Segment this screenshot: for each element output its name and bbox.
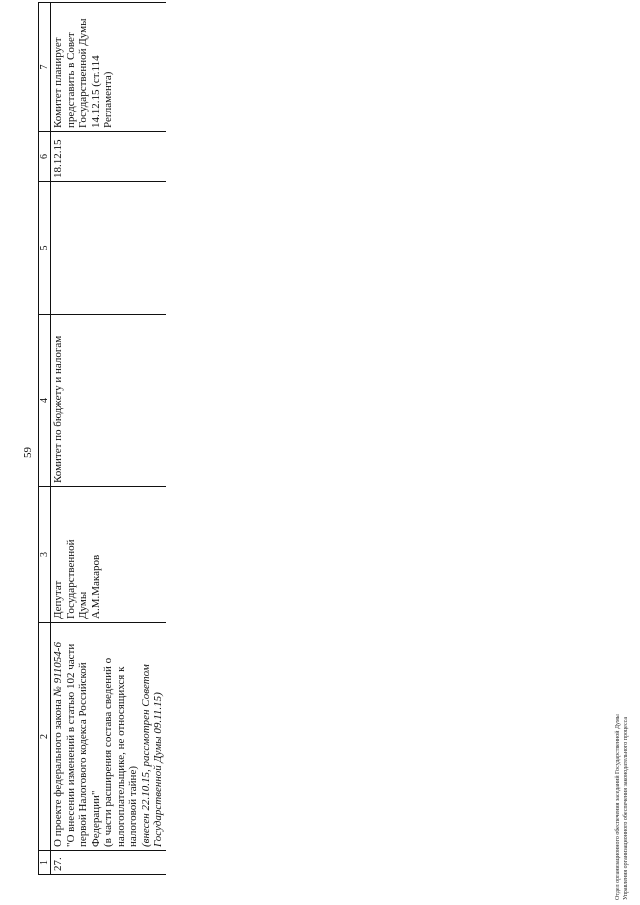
footer-line-department: Отдел организационного обеспечения заседаний Государственной Думы — [615, 714, 621, 900]
bill-description — [51, 623, 166, 851]
initiator-line: Депутат — [52, 580, 64, 619]
bill-initiator — [51, 487, 166, 623]
bill-note: (в части расширения состава сведений о налогоплательщике, не относящихся к налоговой тайне) — [102, 657, 139, 847]
table-row — [51, 3, 166, 875]
column-number-2: 2 — [39, 623, 51, 851]
bill-number: № 911054-6 — [52, 642, 64, 697]
bill-intro: О проекте федерального закона № 911054-6 — [52, 642, 64, 847]
header-row — [39, 3, 51, 875]
committee-plan: Комитет планирует представить в Совет Государственной Думы 14.12.15 (ст.114 Регламента) — [51, 3, 166, 132]
column-number-5: 5 — [39, 182, 51, 315]
row-number: 27. — [51, 851, 166, 875]
planned-date: 18.12.15 — [51, 132, 166, 182]
footer — [614, 714, 630, 900]
column-number-4: 4 — [39, 315, 51, 487]
page-number: 59 — [22, 447, 34, 458]
initiator-line: Думы — [77, 591, 89, 619]
bill-history: (внесен 22.10.15, рассмотрен Советом Государственной Думы 09.11.15) — [139, 664, 164, 847]
initiator-line: А.М.Макаров — [89, 554, 102, 619]
column-number-6: 6 — [39, 132, 51, 182]
column-number-3: 3 — [39, 487, 51, 623]
initiator-line: Государственной — [64, 539, 77, 619]
column-number-7: 7 — [39, 3, 51, 132]
bill-title: "О внесении изменений в статью 102 части первой Налогового кодекса Российской Федерации" — [64, 643, 102, 847]
responsible-committee: Комитет по бюджету и налогам — [51, 315, 166, 487]
footer-line-directorate: Управления организационного обеспечения законодательного процесса — [623, 716, 629, 900]
column-5-cell — [51, 182, 166, 315]
column-number-1: 1 — [39, 851, 51, 875]
bill-table — [38, 2, 166, 875]
